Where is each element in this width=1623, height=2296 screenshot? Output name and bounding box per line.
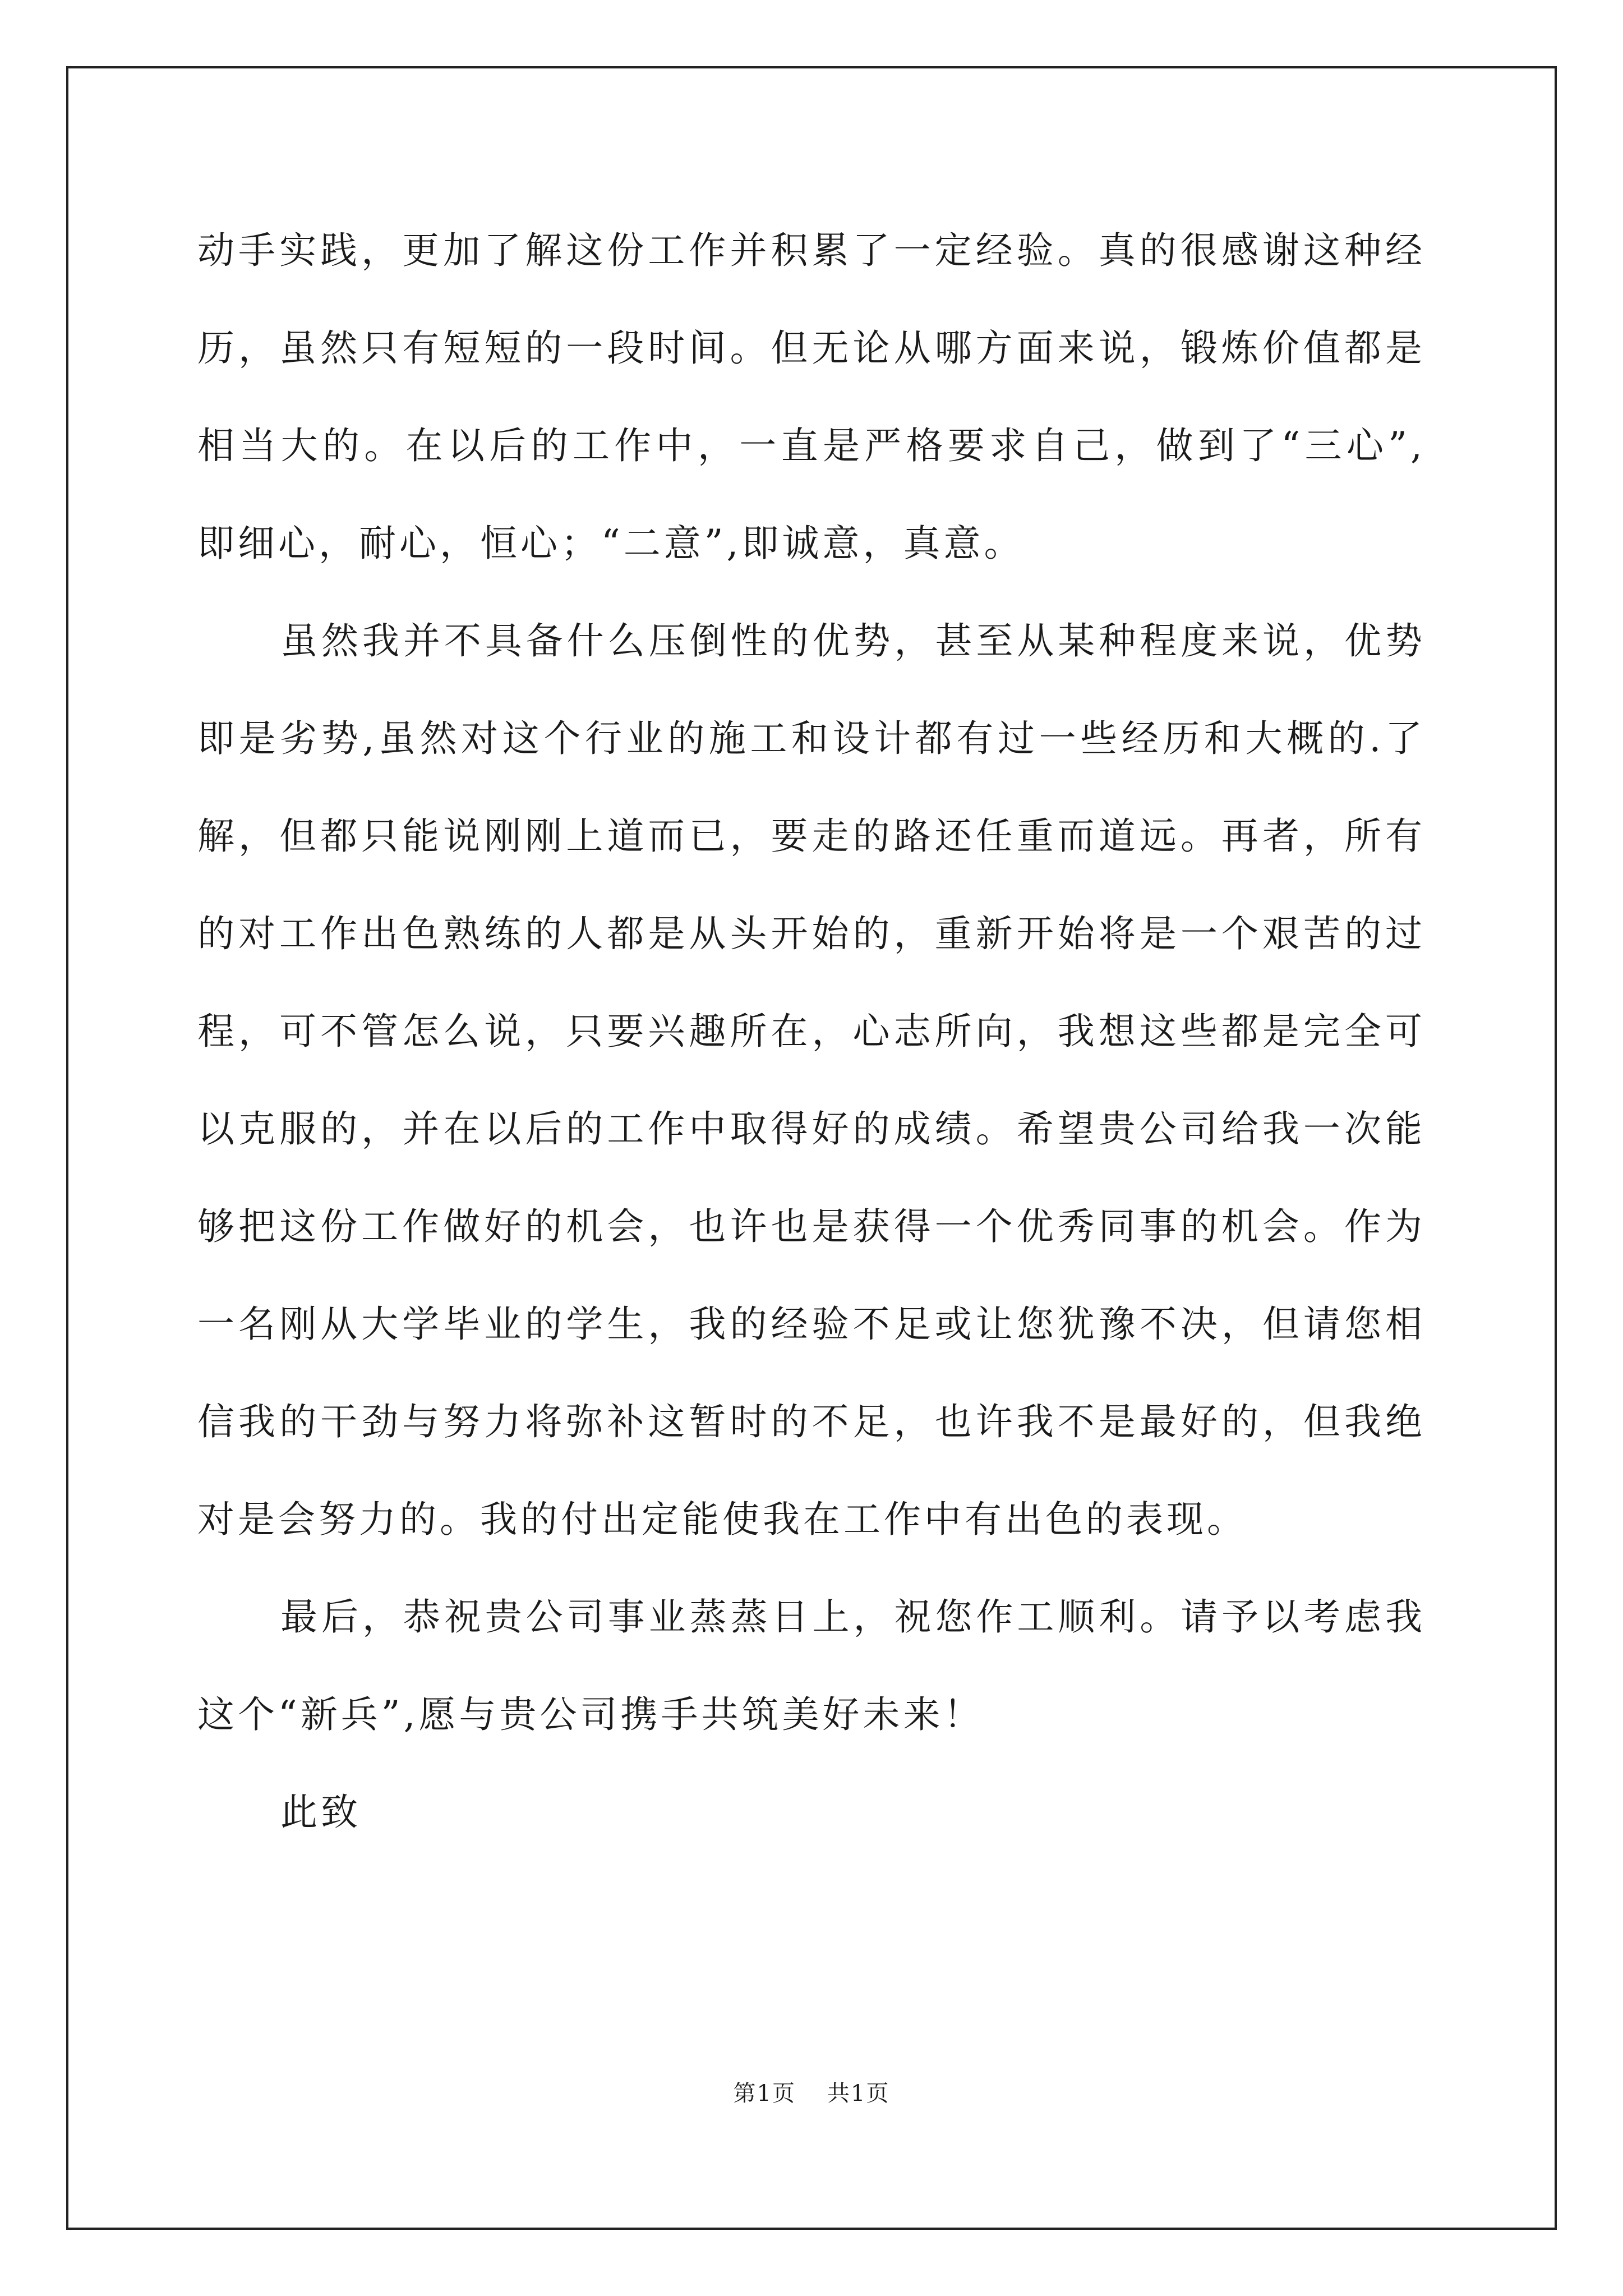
- paragraph-qualifications: 虽然我并不具备什么压倒性的优势，甚至从某种程度来说，优势即是劣势,虽然对这个行业的施工和设计都有过一些经历和大概的.了解，但都只能说刚刚上道而已，要走的路还任重而道远。再者，所有的对工作出色熟练的人都是从头开始的，重新开始将是一个艰苦的过程，可不管怎么说，只要兴趣所在，心志所向，我想这些都是完全可以克服的，并在以后的工作中取得好的成绩。希望贵公司给我一次能够把这份工作做好的机会，也许也是获得一个优秀同事的机会。作为一名刚从大学毕业的学生，我的经验不足或让您犹豫不决，但请您相信我的干劲与努力将弥补这暂时的不足，也许我不是最好的，但我绝对是会努力的。我的付出定能使我在工作中有出色的表现。: [197, 619, 1426, 1541]
- letter-body: [197, 202, 1426, 1861]
- paragraph-salutation: 此致: [280, 1791, 361, 1834]
- page-number-total: 共1页: [827, 2081, 890, 2106]
- page-number-current: 第1页: [733, 2081, 796, 2106]
- paragraph-continuation: 动手实践，更加了解这份工作并积累了一定经验。真的很感谢这种经历，虽然只有短短的一段时间。但无论从哪方面来说，锻炼价值都是相当大的。在以后的工作中，一直是严格要求自己，做到了“三心”,即细心，耐心，恒心；“二意”,即诚意，真意。: [197, 229, 1426, 565]
- paragraph-closing-wishes: 最后，恭祝贵公司事业蒸蒸日上，祝您作工顺利。请予以考虑我这个“新兵”,愿与贵公司携手共筑美好未来！: [197, 1595, 1426, 1736]
- page-footer: [0, 2076, 1623, 2108]
